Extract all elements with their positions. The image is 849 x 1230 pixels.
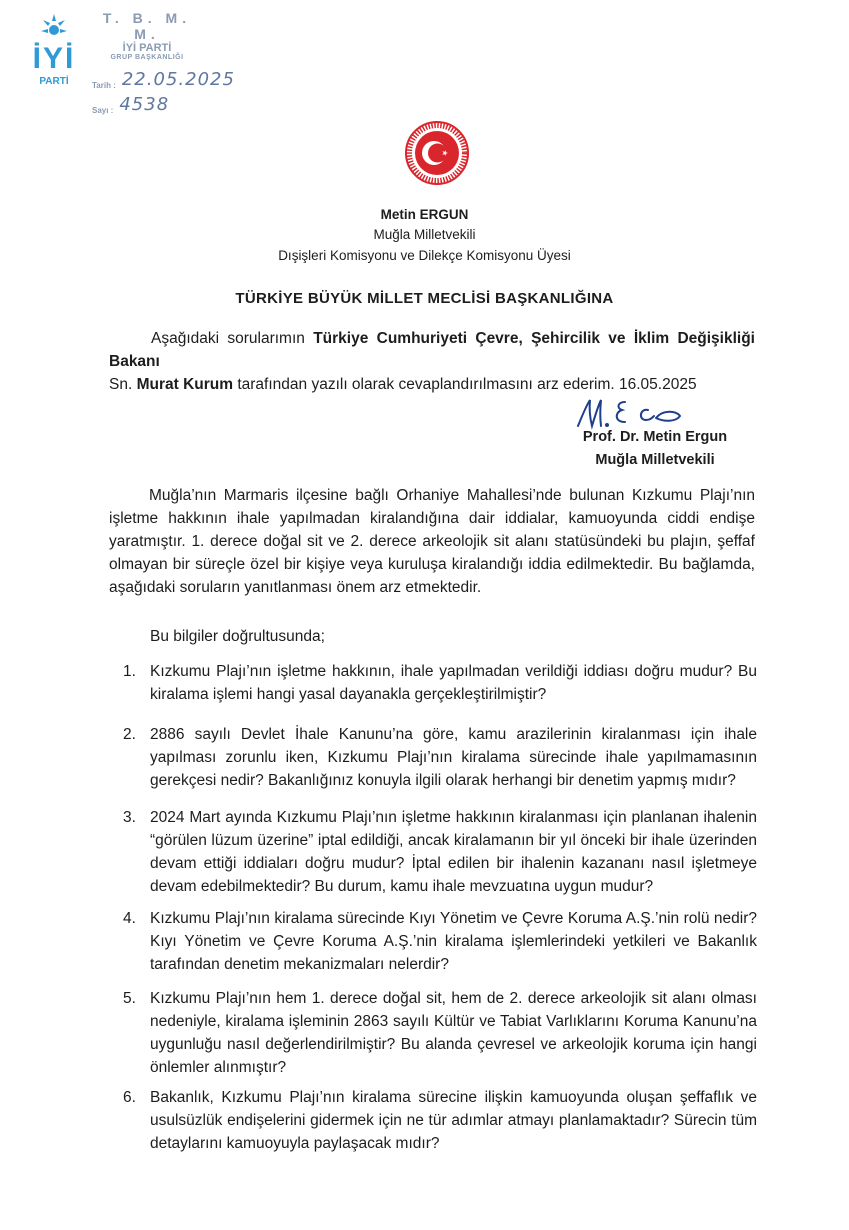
question-item: [123, 987, 757, 1079]
question-item: [123, 723, 757, 792]
body-paragraph: Muğla’nın Marmaris ilçesine bağlı Orhaniye Mahallesi’nde bulunan Kızkumu Plajı’nın işletme hakkının ihale yapılmadan kiralandığına dair iddialar, kamuoyunda ciddi endişe yaratmıştır. 1. derece doğal sit ve 2. derece arkeolojik sit alanı statüsündeki bu plajın, şeffaf olmayan bir süreçle özel bir kişiye veya kuruluşa kiralandığı iddia edilmektedir. Bu bağlamda, aşağıdaki soruların yanıtlanması önem arz etmektedir.: [109, 487, 755, 596]
question-number: 5.: [123, 990, 136, 1007]
received-stamp: [92, 10, 242, 115]
party-logo: [28, 12, 80, 88]
stamp-number-value: 4538: [119, 94, 170, 115]
question-number: 2.: [123, 726, 136, 743]
question-text: 2886 sayılı Devlet İhale Kanunu’na göre, kamu arazilerinin kiralanması için ihale yapılması zorunlu iken, Kızkumu Plajı’nın kiralama sürecinde ihale yapılmamasının gerekçesi nedir? Bakanlığınız konuyla ilgili olarak herhangi bir denetim yapmış mıdır?: [150, 726, 757, 789]
question-number: 6.: [123, 1089, 136, 1106]
question-text: Kızkumu Plajı’nın kiralama sürecinde Kıyı Yönetim ve Çevre Koruma A.Ş.’nin rolü nedir? Kıyı Yönetim ve Çevre Koruma A.Ş.’nin kiralama işlemlerindeki yetkileri ve Bakanlık tarafından denetim mekanizmaları nelerdir?: [150, 910, 757, 973]
question-item: [123, 1086, 757, 1155]
logo-sub: PARTİ: [39, 76, 69, 87]
stamp-number-label: Sayı :: [92, 106, 114, 115]
minister-name: Murat Kurum: [136, 376, 234, 393]
question-item: [123, 660, 757, 706]
mp-role: Muğla Milletvekili: [373, 227, 476, 242]
stamp-date-value: 22.05.2025: [121, 69, 235, 90]
question-item: [123, 907, 757, 976]
mp-committee: Dışişleri Komisyonu ve Dilekçe Komisyonu Üyesi: [278, 248, 571, 263]
question-number: 4.: [123, 910, 136, 927]
question-number: 1.: [123, 663, 136, 680]
question-text: Kızkumu Plajı’nın hem 1. derece doğal sit, hem de 2. derece arkeolojik sit alanı olması nedeniyle, kiralama işleminin 2863 sayılı Kültür ve Tabiat Varlıklarını Koruma Kanunu’na uygunluğu nasıl değerlendirilmiştir? Bu alanda çevresel ve arkeolojik koruma için hangi önlemler alınmıştır?: [150, 990, 757, 1076]
handwritten-signature: [570, 396, 730, 432]
questions-lead: Bu bilgiler doğrultusunda;: [150, 628, 325, 645]
signatory-name: Prof. Dr. Metin Ergun: [582, 429, 728, 445]
signatory-role: Muğla Milletvekili: [595, 452, 715, 468]
addressee-title: TÜRKİYE BÜYÜK MİLLET MECLİSİ BAŞKANLIĞINA: [235, 290, 614, 307]
question-number: 3.: [123, 809, 136, 826]
stamp-line1: T. B. M. M.: [102, 10, 192, 42]
question-item: [123, 806, 757, 898]
stamp-line3: GRUP BAŞKANLIĞI: [110, 54, 184, 61]
question-text: Bakanlık, Kızkumu Plajı’nın kiralama sürecine ilişkin kamuoyunda oluşan şeffaflık ve usulsüzlük endişelerini gidermek için ne tür adımlar atmayı planlamaktadır? Sürecin tüm detaylarını kamuoyuyla paylaşacak mıdır?: [150, 1089, 757, 1152]
tbmm-emblem-icon: [404, 120, 470, 186]
intro-paragraph: [109, 327, 755, 396]
mp-name: Metin ERGUN: [380, 207, 469, 222]
intro-text-a: Aşağıdaki sorularımın: [151, 330, 314, 347]
iyi-party-sun-icon: [39, 12, 69, 40]
question-text: Kızkumu Plajı’nın işletme hakkının, ihale yapılmadan verildiği iddiası doğru mudur? Bu kiralama işlemi hangi yasal dayanakla gerçekleştirilmiştir?: [150, 663, 757, 703]
stamp-line2: İYİ PARTİ: [122, 42, 172, 54]
stamp-date-label: Tarih :: [92, 81, 116, 90]
logo-name: İYİ: [32, 42, 76, 75]
minister-title: Türkiye Cumhuriyeti Çevre, Şehircilik ve İklim Değişikliği Bakanı: [109, 330, 755, 370]
question-text: 2024 Mart ayında Kızkumu Plajı’nın işletme hakkının kiralanması için planlanan ihalenin “görülen lüzum üzerine” iptal edildiği, ancak kiralamanın bir yıl önceki bir ihale üzerinden devam ettiği iddiaları doğru mudur? İptal edilen bir ihalenin kazananı nasıl işletmeye devam edebilmektedir? Bu durum, kamu ihale mevzuatına uygun mudur?: [150, 809, 757, 895]
tbmm-emblem: [404, 120, 470, 186]
intro-text-b: Sn.: [109, 376, 137, 393]
intro-text-c: tarafından yazılı olarak cevaplandırılmasını arz ederim. 16.05.2025: [233, 376, 697, 393]
